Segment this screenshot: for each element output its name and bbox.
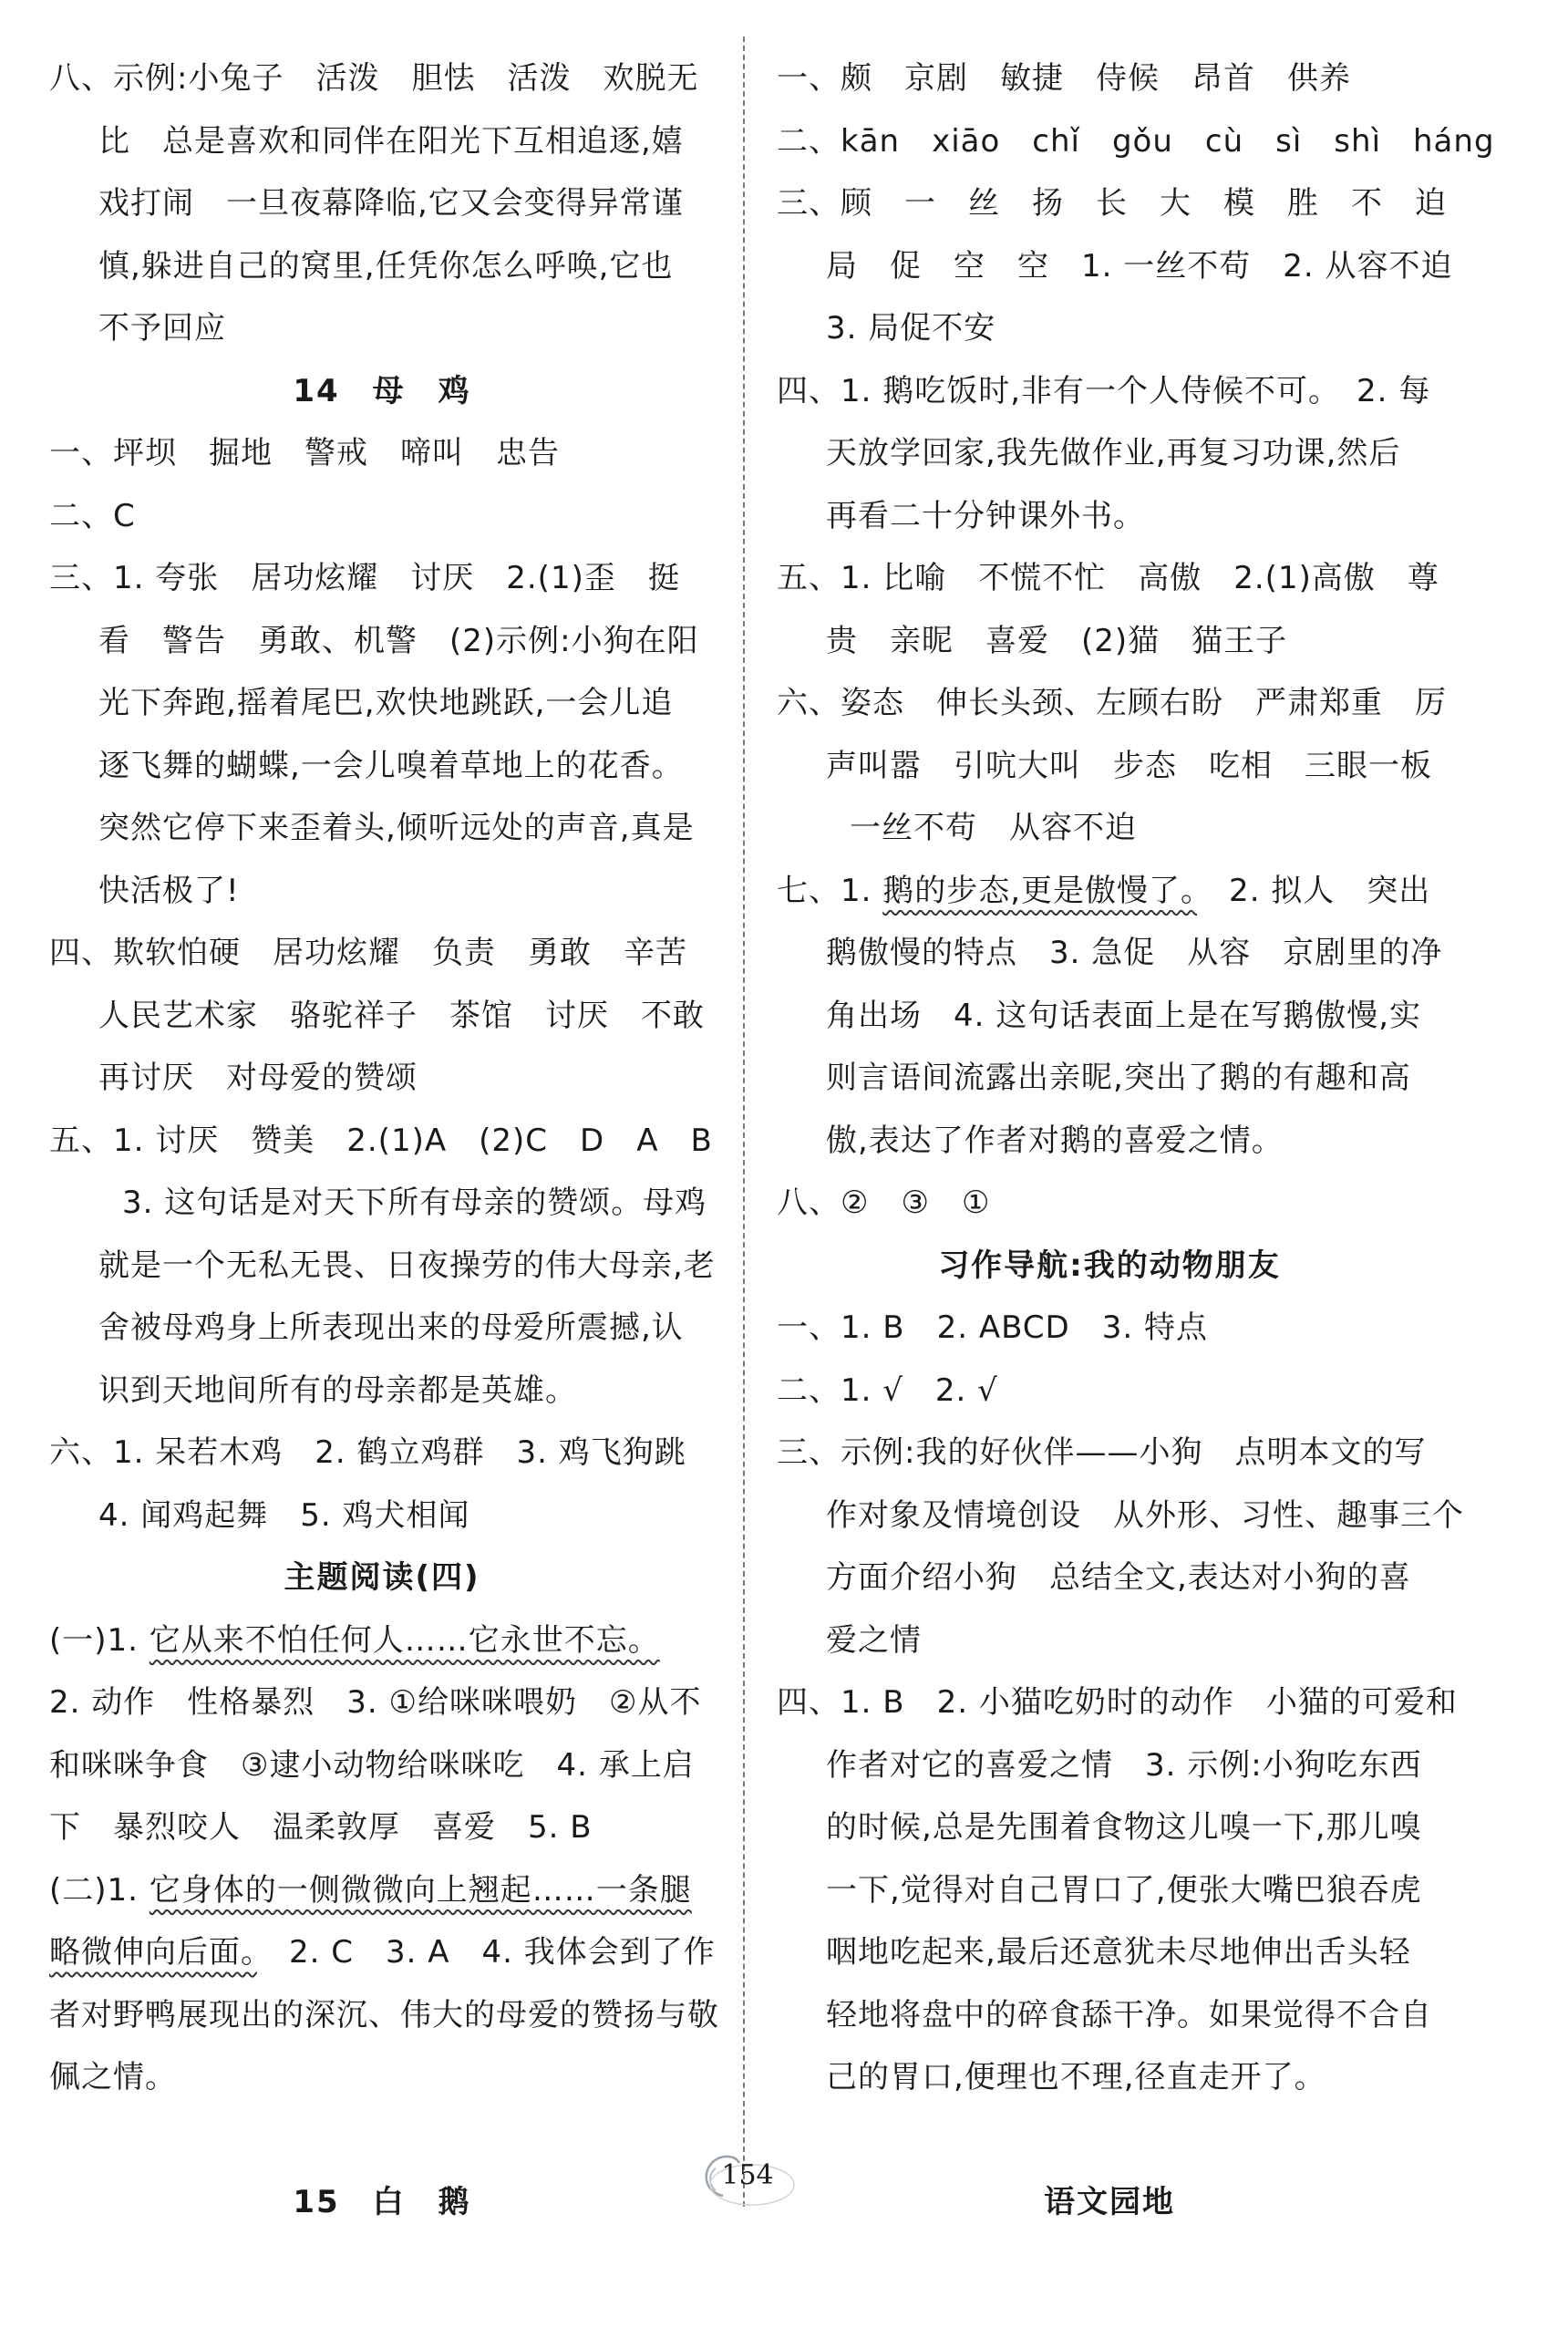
answer-line: 六、1. 呆若木鸡 2. 鹤立鸡群 3. 鸡飞狗跳 bbox=[49, 1434, 686, 1471]
answer-line: 识到天地间所有的母亲都是英雄。 bbox=[98, 1371, 577, 1409]
answer-line: 再讨厌 对母爱的赞颂 bbox=[98, 1060, 418, 1096]
answer-line: 光下奔跑,摇着尾巴,欢快地跳跃,一会儿追 bbox=[98, 685, 674, 721]
section-heading: 主题阅读(四) bbox=[284, 1559, 480, 1596]
line-text: 2. 拟人 突出 bbox=[1197, 872, 1431, 909]
answer-line: 四、1. 鹅吃饭时,非有一个人侍候不可。 2. 每 bbox=[777, 372, 1431, 409]
answer-line: 贵 亲昵 喜爱 (2)猫 猫王子 bbox=[826, 622, 1288, 659]
answer-line bbox=[49, 1609, 715, 1672]
section-heading: 14 母 鸡 bbox=[293, 372, 471, 409]
line-text: 2. C 3. A 4. 我体会到了作 bbox=[257, 1934, 716, 1971]
answer-line: 人民艺术家 骆驼祥子 茶馆 讨厌 不敢 bbox=[98, 997, 705, 1034]
line-text: (二)1. bbox=[49, 1871, 150, 1909]
answer-line: 就是一个无私无畏、日夜操劳的伟大母亲,老 bbox=[98, 1247, 716, 1284]
answer-line: 局 促 空 空 1. 一丝不苟 2. 从容不迫 bbox=[826, 247, 1453, 285]
answer-line: 一、颇 京剧 敏捷 侍候 昂首 供养 bbox=[777, 60, 1351, 97]
answer-line: 戏打闹 一旦夜幕降临,它又会变得异常谨 bbox=[98, 185, 684, 222]
answer-line: 再看二十分钟课外书。 bbox=[826, 497, 1145, 534]
answer-line: 看 警告 勇敢、机警 (2)示例:小狗在阳 bbox=[98, 622, 699, 659]
answer-line: 突然它停下来歪着头,倾听远处的声音,真是 bbox=[98, 810, 695, 846]
answer-line: 3. 局促不安 bbox=[826, 310, 996, 347]
answer-line: 方面介绍小狗 总结全文,表达对小狗的喜 bbox=[826, 1559, 1411, 1596]
answer-line: 四、1. B 2. 小猫吃奶时的动作 小猫的可爱和 bbox=[777, 1684, 1458, 1721]
answer-line bbox=[49, 2109, 715, 2172]
answer-line bbox=[777, 2109, 1442, 2172]
section-heading: 习作导航:我的动物朋友 bbox=[938, 1247, 1281, 1284]
answer-line: 3. 这句话是对天下所有母亲的赞颂。母鸡 bbox=[122, 1185, 707, 1221]
answer-line: 舍被母鸡身上所表现出来的母爱所震撼,认 bbox=[98, 1309, 684, 1346]
answer-line: 天放学回家,我先做作业,再复习功课,然后 bbox=[826, 435, 1401, 471]
answer-line: 者对野鸭展现出的深沉、伟大的母爱的赞扬与敬 bbox=[49, 1996, 719, 2033]
answer-line: 一丝不苟 从容不迫 bbox=[850, 810, 1137, 846]
answer-line: 二、C bbox=[49, 497, 136, 534]
answer-line: 二、kān xiāo chǐ gǒu cù sì shì háng bbox=[777, 122, 1495, 160]
answer-line: 五、1. 比喻 不慌不忙 高傲 2.(1)高傲 尊 bbox=[777, 560, 1439, 596]
answer-line: 爱之情 bbox=[826, 1621, 922, 1659]
page-number: 154 bbox=[721, 2159, 774, 2191]
answer-line: 己的胃口,便理也不理,径直走开了。 bbox=[826, 2059, 1326, 2095]
answer-line: 六、姿态 伸长头颈、左顾右盼 严肃郑重 厉 bbox=[777, 685, 1447, 721]
answer-line: 一下,觉得对自己胃口了,便张大嘴巴狼吞虎 bbox=[826, 1871, 1422, 1909]
answer-line: 声叫嚣 引吭大叫 步态 吃相 三眼一板 bbox=[826, 747, 1432, 784]
answer-line: 轻地将盘中的碎食舔干净。如果觉得不合自 bbox=[826, 1996, 1432, 2033]
answer-line: 慎,躲进自己的窝里,任凭你怎么呼唤,它也 bbox=[98, 247, 674, 285]
answer-line: 不予回应 bbox=[98, 310, 226, 347]
answer-line: 比 总是喜欢和同伴在阳光下互相追逐,嬉 bbox=[98, 122, 684, 160]
answer-line: 作者对它的喜爱之情 3. 示例:小狗吃东西 bbox=[826, 1746, 1422, 1784]
answer-line: 快活极了! bbox=[98, 872, 240, 909]
answer-line: 下 暴烈咬人 温柔敦厚 喜爱 5. B bbox=[49, 1809, 593, 1846]
answer-line: 4. 闻鸡起舞 5. 鸡犬相闻 bbox=[98, 1496, 470, 1534]
right-column bbox=[777, 47, 1495, 2234]
answer-line: 鹅傲慢的特点 3. 急促 从容 京剧里的净 bbox=[826, 935, 1443, 971]
answer-line: 五、1. 讨厌 赞美 2.(1)A (2)C D A B bbox=[49, 1122, 713, 1159]
answer-line: 傲,表达了作者对鹅的喜爱之情。 bbox=[826, 1122, 1284, 1159]
answer-line: 角出场 4. 这句话表面上是在写鹅傲慢,实 bbox=[826, 997, 1422, 1034]
answer-line: 作对象及情境创设 从外形、习性、趣事三个 bbox=[826, 1496, 1464, 1534]
answer-line: 咽地吃起来,最后还意犹未尽地伸出舌头轻 bbox=[826, 1934, 1411, 1971]
answer-line bbox=[777, 860, 1442, 923]
answer-line: 2. 动作 性格暴烈 3. ①给咪咪喂奶 ②从不 bbox=[49, 1684, 702, 1721]
underlined-quote: 鹅的步态,更是傲慢了。 bbox=[882, 872, 1198, 909]
answer-line: 逐飞舞的蝴蝶,一会儿嗅着草地上的花香。 bbox=[98, 747, 684, 784]
underlined-quote: 它身体的一侧微微向上翘起……一条腿 bbox=[149, 1871, 692, 1909]
answer-line: 的时候,总是先围着食物这儿嗅一下,那儿嗅 bbox=[826, 1809, 1422, 1846]
answer-line: 三、示例:我的好伙伴——小狗 点明本文的写 bbox=[777, 1434, 1427, 1471]
answer-line: 三、顾 一 丝 扬 长 大 模 胜 不 迫 bbox=[777, 185, 1447, 222]
answer-line: 和咪咪争食 ③逮小动物给咪咪吃 4. 承上启 bbox=[49, 1746, 695, 1784]
answer-line bbox=[49, 1921, 715, 1984]
left-column bbox=[49, 47, 719, 2234]
answer-line: 四、欺软怕硬 居功炫耀 负责 勇敢 辛苦 bbox=[49, 935, 687, 971]
column-divider bbox=[743, 36, 745, 2207]
answer-line: 一、1. B 2. ABCD 3. 特点 bbox=[777, 1309, 1208, 1346]
answer-line: 二、1. √ 2. √ bbox=[777, 1371, 998, 1409]
answer-line: 八、示例:小兔子 活泼 胆怯 活泼 欢脱无 bbox=[49, 60, 699, 97]
line-text: 七、1. bbox=[777, 872, 883, 909]
line-text: (一)1. bbox=[49, 1621, 150, 1659]
underlined-quote: 它从来不怕任何人……它永世不忘。 bbox=[149, 1621, 660, 1659]
underlined-quote: 略微伸向后面。 bbox=[49, 1934, 257, 1971]
section-heading: 15 白 鹅 bbox=[293, 2184, 471, 2220]
page-number-badge bbox=[688, 2139, 807, 2212]
answer-line: 佩之情。 bbox=[49, 2059, 177, 2095]
answer-line: 则言语间流露出亲昵,突出了鹅的有趣和高 bbox=[826, 1060, 1411, 1096]
answer-line bbox=[49, 1859, 715, 1922]
answer-line: 三、1. 夸张 居功炫耀 讨厌 2.(1)歪 挺 bbox=[49, 560, 680, 596]
section-heading: 语文园地 bbox=[1044, 2184, 1175, 2220]
answer-line: 八、② ③ ① bbox=[777, 1185, 991, 1221]
answer-line: 一、坪坝 掘地 警戒 啼叫 忠告 bbox=[49, 435, 560, 471]
